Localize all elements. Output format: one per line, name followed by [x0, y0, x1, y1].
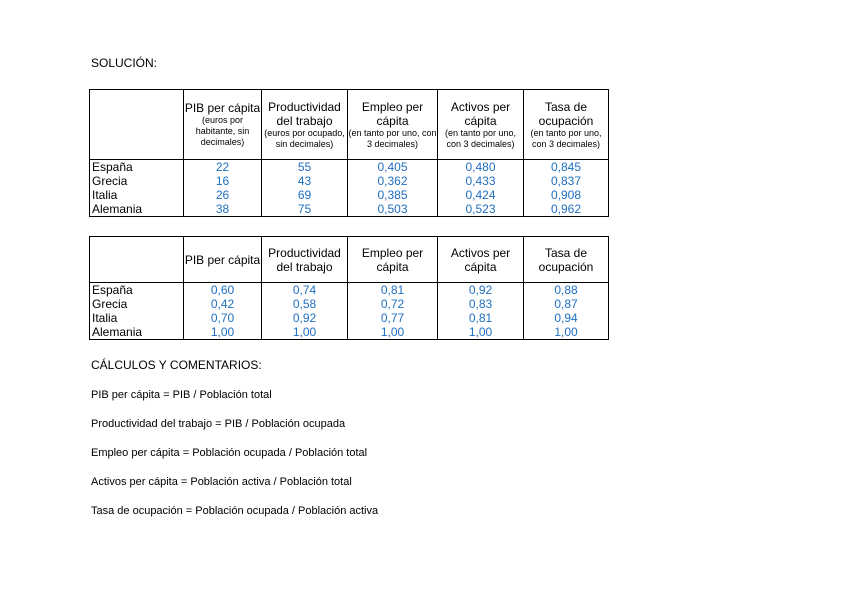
value-cell: 1,00: [524, 325, 609, 340]
formula-empleo: Empleo per cápita = Población ocupada / Población total: [91, 447, 368, 459]
country-cell: Grecia: [90, 297, 184, 311]
table2-header-activos: Activos per cápita: [438, 237, 524, 283]
value-cell: 0,908: [524, 188, 609, 202]
country-cell: Italia: [90, 311, 184, 325]
value-cell: 0,81: [438, 311, 524, 325]
table2-corner-cell: [90, 237, 184, 283]
value-cell: 0,70: [184, 311, 262, 325]
value-cell: 0,92: [438, 283, 524, 298]
table2-header-pib: PIB per cápita: [184, 237, 262, 283]
table1-header-empleo: [348, 90, 438, 160]
value-cell: 0,94: [524, 311, 609, 325]
value-cell: 1,00: [262, 325, 348, 340]
formula-pib: PIB per cápita = PIB / Población total: [91, 389, 272, 401]
table1-header-tasa: [524, 90, 609, 160]
value-cell: 0,87: [524, 297, 609, 311]
value-cell: 0,424: [438, 188, 524, 202]
table-row: [90, 283, 609, 298]
formula-tasa: Tasa de ocupación = Población ocupada / Población activa: [91, 505, 379, 517]
header-sub: (en tanto por uno, con 3 decimales): [444, 127, 517, 149]
value-cell: 38: [184, 202, 262, 217]
value-cell: 1,00: [438, 325, 524, 340]
country-cell: Alemania: [90, 325, 184, 340]
value-cell: 0,962: [524, 202, 609, 217]
value-cell: 0,503: [348, 202, 438, 217]
value-cell: 0,74: [262, 283, 348, 298]
value-cell: 0,72: [348, 297, 438, 311]
value-cell: 0,433: [438, 174, 524, 188]
header-sub: (euros por habitante, sin decimales): [195, 115, 250, 147]
table1-header-pib: [184, 90, 262, 160]
table2-header-empleo: Empleo per cápita: [348, 237, 438, 283]
table1-corner-cell: [90, 90, 184, 160]
table2-header-productividad: Productividad del trabajo: [262, 237, 348, 283]
value-cell: 0,60: [184, 283, 262, 298]
value-cell: 0,77: [348, 311, 438, 325]
calculos-heading: CÁLCULOS Y COMENTARIOS:: [91, 358, 262, 372]
solucion-heading: SOLUCIÓN:: [91, 56, 158, 70]
header-main: PIB per cápita: [184, 101, 261, 115]
value-cell: 26: [184, 188, 262, 202]
country-cell: España: [90, 283, 184, 298]
table-row: [90, 311, 609, 325]
value-cell: 0,385: [348, 188, 438, 202]
table-indicators-relative: [89, 236, 609, 340]
country-cell: Italia: [90, 188, 184, 202]
header-main: Productividad del trabajo: [268, 99, 341, 128]
table1-header-activos: [438, 90, 524, 160]
value-cell: 0,83: [438, 297, 524, 311]
value-cell: 0,58: [262, 297, 348, 311]
country-cell: Alemania: [90, 202, 184, 217]
value-cell: 75: [262, 202, 348, 217]
value-cell: 0,523: [438, 202, 524, 217]
table-row: [90, 174, 609, 188]
table-row: [90, 325, 609, 340]
table-row: [90, 297, 609, 311]
value-cell: 0,362: [348, 174, 438, 188]
header-sub: (en tanto por uno, con 3 decimales): [530, 127, 602, 149]
formula-productividad: Productividad del trabajo = PIB / Población ocupada: [91, 418, 346, 430]
value-cell: 1,00: [184, 325, 262, 340]
value-cell: 0,405: [348, 160, 438, 175]
header-main: Activos per cápita: [450, 99, 511, 128]
table-indicators-raw: [89, 89, 609, 217]
table-row: [90, 202, 609, 217]
value-cell: 16: [184, 174, 262, 188]
value-cell: 69: [262, 188, 348, 202]
table-row: [90, 160, 609, 175]
value-cell: 0,42: [184, 297, 262, 311]
value-cell: 0,845: [524, 160, 609, 175]
header-sub: (en tanto por uno, con 3 decimales): [348, 127, 437, 149]
table-row: [90, 188, 609, 202]
country-cell: Grecia: [90, 174, 184, 188]
value-cell: 55: [262, 160, 348, 175]
value-cell: 0,837: [524, 174, 609, 188]
value-cell: 1,00: [348, 325, 438, 340]
value-cell: 0,88: [524, 283, 609, 298]
table1-header-productividad: [262, 90, 348, 160]
formula-activos: Activos per cápita = Población activa / Población total: [91, 476, 352, 488]
value-cell: 0,480: [438, 160, 524, 175]
value-cell: 22: [184, 160, 262, 175]
table2-header-tasa: Tasa de ocupación: [524, 237, 609, 283]
country-cell: España: [90, 160, 184, 175]
header-main: Tasa de ocupación: [538, 99, 594, 128]
header-sub: (euros por ocupado, sin decimales): [264, 127, 345, 149]
value-cell: 0,81: [348, 283, 438, 298]
header-main: Empleo per cápita: [361, 99, 424, 128]
value-cell: 43: [262, 174, 348, 188]
value-cell: 0,92: [262, 311, 348, 325]
